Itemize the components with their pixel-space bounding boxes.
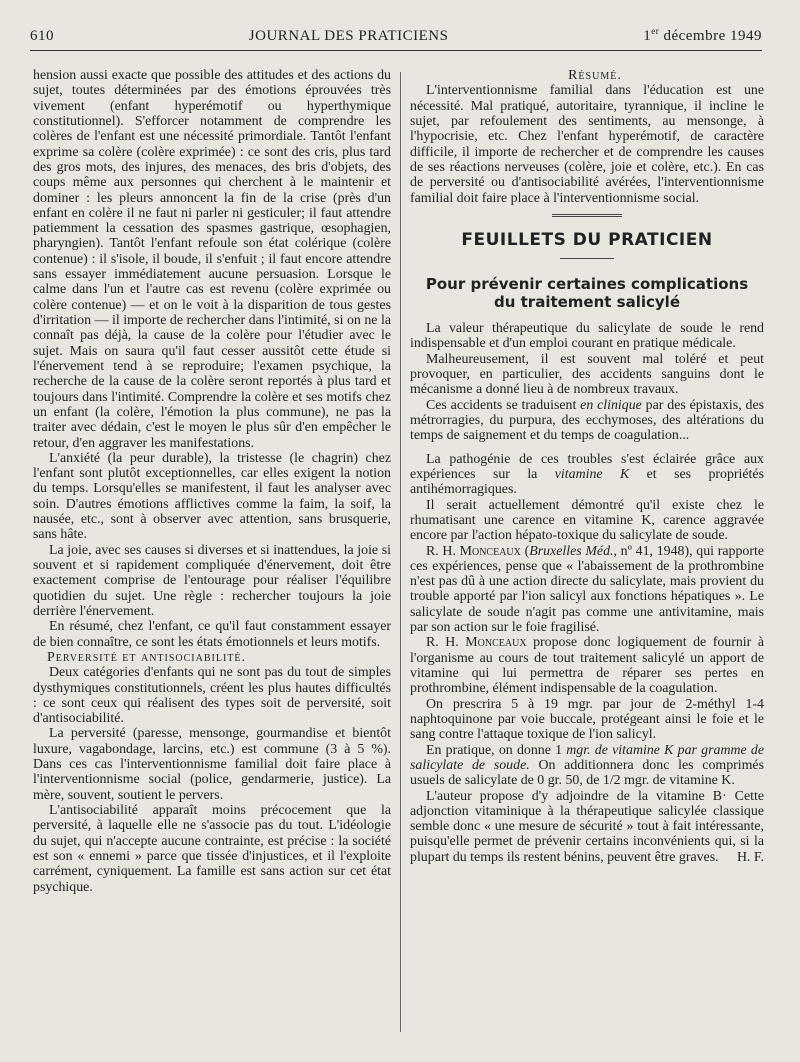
paragraph: hension aussi exacte que possible des attitudes et des actions du sujet, toutes déterminées par des émotions éprouvées très vivement (enfant hyperémotif ou hyperthymique constitutionnel). S'efforcer notamment de comprendre les colères de l'enfant est une nécessité primordiale. Tantôt l'enfant exprime sa colère (colère exprimée) : ce sont des cris, plus tard des gros mots, des injures, des menaces, des bris d'objets, des coups même aux personnes qui cherchent à le maintenir et dominer : les pleurs annoncent la fin de la crise (près d'un enfant en colère il ne faut ni parler ni gesticuler; il faut attendre patiemment la cessation des spasmes gastrique, œsophagien, pharyngien). Tantôt l'enfant refoule son état colérique (colère contenue) : il s'isole, il boude, il s'enfuit ; il faut encore attendre sans essayer immédiatement aucune persuasion. Lorsque le calme dans l'un et l'autre cas est revenu (colère exprimée ou colère contenue) — et on le voit à la disparition de tous gestes d'irritation — il importe de rechercher dans l'intimité, si on ne la connaît pas déjà, la cause de la colère pour l'étudier avec le sujet. Mais on saura qu'il faut cesser aussitôt cette étude si l'énervement tend à se reproduire; l'examen psychique, la recherche de la cause de la colère seront reportés à plus tard et toujours dans l'intimité. Comprendre la colère et ses motifs chez un enfant (la colère, l'émotion la plus commune), ne pas la traiter avec dédain, c'est le moyen le plus sûr d'en empêcher le retour, d'en aggraver les manifestations. — [33, 68, 391, 451]
paragraph: L'auteur propose d'y adjoindre de la vitamine B· Cette adjonction vitaminique à la thérapeutique salicylée classique semble donc « une mesure de sécurité » tout à fait intéressante, puisqu'elle permet de prévenir certains inconvénients qui, si la plupart du temps ils restent bénins, peuvent être graves. H. F. — [410, 788, 764, 865]
left-column — [33, 68, 391, 895]
right-column — [410, 68, 764, 865]
issue-date: 1er décembre 1949 — [643, 26, 762, 44]
paragraph: R. H. Monceaux (Bruxelles Méd., nº 41, 1948), qui rapporte ces expériences, pense que « l'abaissement de la prothrombine n'est pas dû à une action directe du salicylate, mais provient du trouble apporté par l'ion salicyl aux fonctions hépatiques ». Le salicylate de soude n'agit pas comme une antivitamine, mais par son action sur le foie fragilisé. — [410, 543, 764, 636]
double-rule — [552, 214, 622, 217]
paragraph: La valeur thérapeutique du salicylate de soude le rend indispensable et d'un emploi courant en pratique médicale. — [410, 321, 764, 352]
paragraph: L'anxiété (la peur durable), la tristesse (le chagrin) chez l'enfant sont plutôt exceptionnelles, car elles exigent la notion du temps. Lorsqu'elles se manifestent, il faut les analyser avec soin. D'autres émotions afflictives comme la faim, la soif, la nausée, etc., sont à observer avec attention, sans brusquerie, sans hâte. — [33, 450, 391, 543]
paragraph: L'antisociabilité apparaît moins précocement que la perversité, à laquelle elle ne s'associe pas du tout. L'idéologie du sujet, qui n'accepte aucune contrainte, est précise : la société est son « ennemi » parce que tissée d'injustices, et il l'exploite carrément, cyniquement. La famille est sans action sur cet état psychique. — [33, 803, 391, 895]
column-divider — [400, 72, 401, 1032]
paragraph: Il serait actuellement démontré qu'il existe chez le rhumatisant une carence en vitamine K, carence aggravée encore par l'action hépato-toxique du salicylate de soude. — [410, 497, 764, 544]
paragraph: Malheureusement, il est souvent mal toléré et peut provoquer, en particulier, des accidents sanguins dont le mécanisme a donné lieu à de nombreux travaux. — [410, 351, 764, 398]
page-header — [30, 26, 762, 48]
paragraph: On prescrira 5 à 19 mgr. par jour de 2-méthyl 1-4 naphtoquinone par voie buccale, protégeant ainsi le foie et le sang contre l'attaque toxique de l'ion salicyl. — [410, 696, 764, 743]
section-title: FEUILLETS DU PRATICIEN — [461, 229, 713, 250]
resume-heading: Résumé. — [568, 68, 622, 83]
paragraph: En résumé, chez l'enfant, ce qu'il faut constamment essayer de bien connaître, ce sont les états émotionnels et leurs motifs. — [33, 619, 391, 650]
paragraph: L'interventionnisme familial dans l'éducation est une nécessité. Mal pratiqué, autoritaire, tyrannique, il incline le sujet, par refoulement des sentiments, au mensonge, à l'hypocrisie, etc. Chez l'enfant hyperémotif, de caractère difficile, il importe de rechercher et de comprendre les causes de ses réactions nerveuses (colère, joie et colère, etc.). En cas de perversité ou d'antisociabilité avérées, l'interventionnisme familial doit faire place à l'interventionnisme social. — [410, 83, 764, 206]
author-signature: H. F. — [736, 849, 764, 865]
paragraph: R. H. Monceaux propose donc logiquement de fournir à l'organisme au cours de tout traitement salicylé un apport de vitamine qui lui permettra de réparer ses pertes en prothrombine, élément indispensable de la coagulation. — [410, 635, 764, 697]
paragraph: En pratique, on donne 1 mgr. de vitamine K par gramme de salicylate de soude. On additionnera donc les comprimés usuels de salicylate de 0 gr. 50, de 1/2 mgr. de vitamine K. — [410, 742, 764, 789]
paragraph: La pathogénie de ces troubles s'est éclairée grâce aux expériences sur la vitamine K et ses propriétés antihémorragiques. — [410, 451, 764, 498]
paragraph: Deux catégories d'enfants qui ne sont pas du tout de simples dysthymiques constitutionnels, créent les plus hautes difficultés : ce sont ceux qui réalisent des types soit de perversité, soit d'antisociabilité. — [33, 665, 391, 727]
article-title: Pour prévenir certaines complications du traitement salicylé — [425, 275, 749, 312]
page-number: 610 — [30, 28, 54, 44]
journal-title: JOURNAL DES PRATICIENS — [248, 28, 449, 44]
section-heading: Perversité et antisociabilité. — [47, 649, 246, 665]
paragraph: Ces accidents se traduisent en clinique par des épistaxis, des métrorragies, du purpura, des ecchymoses, des altérations du temps de saignement et du temps de coagulation... — [410, 397, 765, 444]
paragraph: La perversité (paresse, mensonge, gourmandise et bientôt luxure, vagabondage, larcins, etc.) est commune (3 à 5 %). Dans ces cas l'interventionnisme familial doit faire place à l'interventionnisme social (police, gendarmerie, justice). La mère, souvent, soutient le pervers. — [33, 726, 391, 803]
short-rule — [560, 258, 614, 259]
paragraph: La joie, avec ses causes si diverses et si inattendues, la joie si souvent et si rapidement compliquée d'énervement, doit être exactement comprise de l'entourage pour réaliser l'équilibre quotidien du sujet. Une règle : rechercher toujours la joie derrière l'énervement. — [33, 542, 391, 619]
header-rule — [30, 50, 762, 51]
